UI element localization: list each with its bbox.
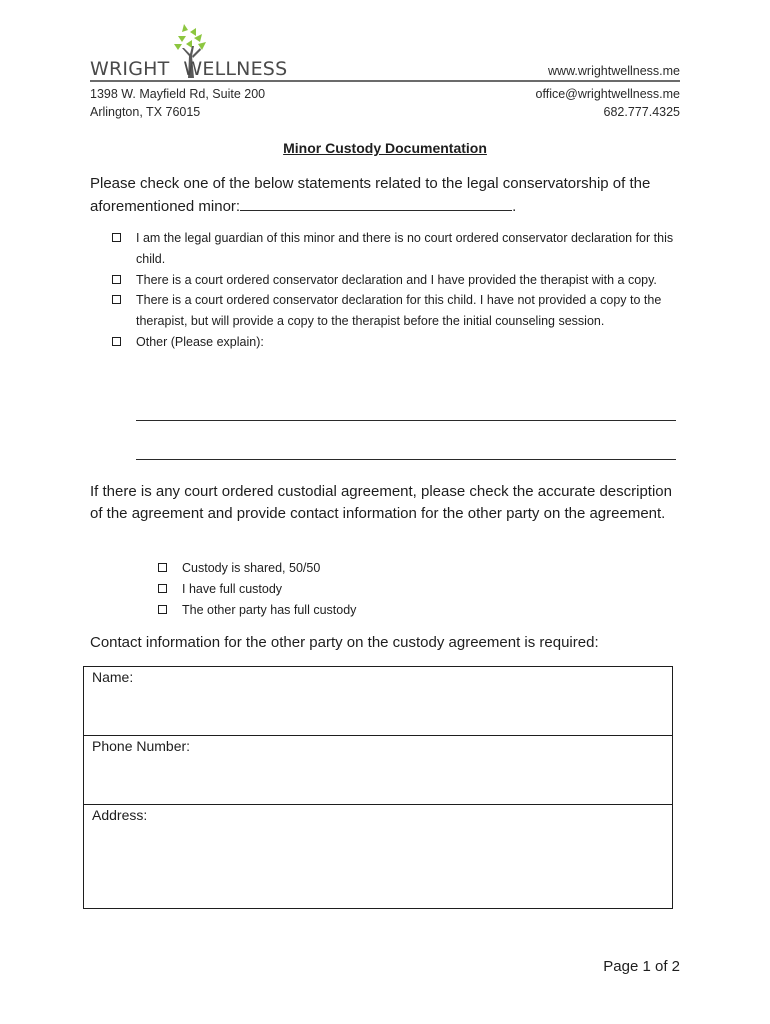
list-item (158, 558, 558, 579)
email-link[interactable]: office@wrightwellness.me (535, 87, 680, 101)
other-party-contact-table (83, 666, 673, 909)
option-label: The other party has full custody (182, 602, 357, 617)
list-item (158, 600, 558, 621)
option-label: Other (Please explain): (136, 334, 264, 349)
option-label: I am the legal guardian of this minor and there is no court ordered conservator declaration for this child. (136, 231, 674, 266)
option-label: There is a court ordered conservator declaration for this child. I have not provided a copy to the therapist, but will provide a copy to the therapist before the initial counseling session. (136, 293, 662, 329)
list-item (112, 270, 677, 291)
other-explain-line-1[interactable] (136, 420, 676, 421)
header-divider (90, 80, 680, 82)
page-number: Page 1 of 2 (603, 958, 680, 975)
checkbox-other[interactable] (112, 337, 121, 346)
logo-word-wright: WRIGHT (90, 58, 170, 80)
company-logo (90, 22, 320, 78)
list-item (158, 579, 558, 600)
website-link[interactable]: www.wrightwellness.me (548, 64, 680, 78)
list-item (112, 332, 677, 353)
phone-field[interactable] (84, 736, 672, 805)
conservatorship-intro (90, 173, 680, 217)
other-explain-line-2[interactable] (136, 459, 676, 460)
name-field[interactable] (84, 667, 672, 736)
phone-number: 682.777.4325 (603, 105, 680, 119)
address-line-1: 1398 W. Mayfield Rd, Suite 200 (90, 87, 266, 101)
option-label: I have full custody (182, 581, 283, 596)
document-title: Minor Custody Documentation (283, 140, 487, 156)
option-label: Custody is shared, 50/50 (182, 561, 321, 575)
custody-options (158, 558, 558, 620)
custody-intro: If there is any court ordered custodial agreement, please check the accurate description of the agreement and provide contact information for the other party on the agreement. (90, 483, 672, 522)
company-address (90, 85, 265, 121)
checkbox-shared-custody[interactable] (158, 563, 167, 572)
address-line-2: Arlington, TX 76015 (90, 105, 201, 119)
list-item (112, 228, 677, 270)
logo-word-wellness: WELLNESS (183, 58, 288, 80)
phone-label: Phone Number: (92, 738, 191, 754)
conservatorship-options (112, 228, 677, 353)
checkbox-declaration-not-provided[interactable] (112, 295, 121, 304)
address-label: Address: (92, 807, 148, 823)
checkbox-other-party-custody[interactable] (158, 605, 167, 614)
conservatorship-intro-text: Please check one of the below statements related to the legal conservatorship of the aforementioned minor: (90, 175, 651, 215)
company-contact (536, 85, 680, 121)
contact-required-intro: Contact information for the other party on the custody agreement is required: (90, 634, 599, 651)
checkbox-full-custody[interactable] (158, 584, 167, 593)
address-field[interactable] (84, 805, 672, 908)
list-item (112, 290, 677, 332)
checkbox-legal-guardian[interactable] (112, 233, 121, 242)
intro-period: . (512, 197, 517, 215)
option-label: There is a court ordered conservator declaration and I have provided the therapist with a copy. (136, 272, 657, 287)
name-label: Name: (92, 669, 134, 685)
checkbox-declaration-provided[interactable] (112, 275, 121, 284)
minor-name-blank[interactable] (240, 195, 512, 211)
